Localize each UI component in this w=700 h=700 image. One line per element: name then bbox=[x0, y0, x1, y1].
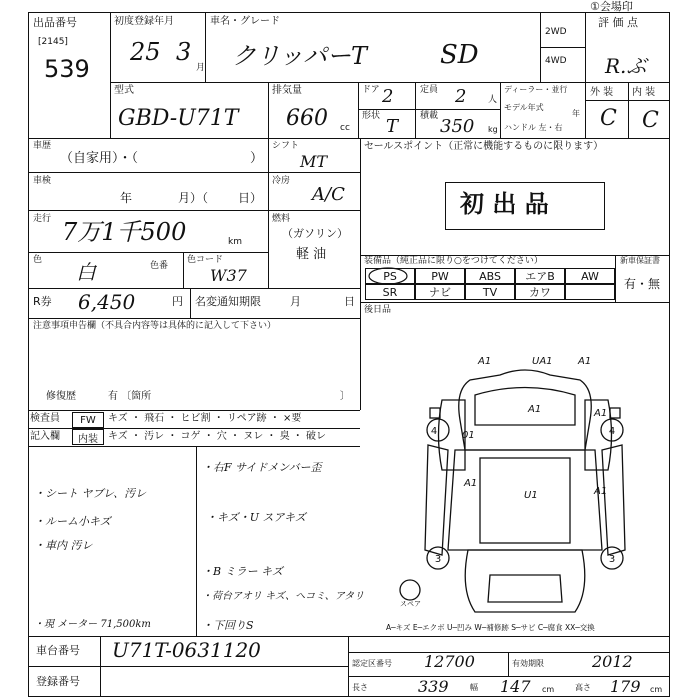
rear-label: 後日品 bbox=[364, 305, 392, 315]
notice-day: 日 bbox=[344, 295, 355, 308]
first-listing-text: 初 出 品 bbox=[460, 190, 549, 218]
lot-label: 出品番号 bbox=[33, 16, 77, 29]
inspection-label: 車検 bbox=[33, 176, 52, 186]
mark-3-rear-left-wheel: 3 bbox=[434, 554, 442, 565]
divider bbox=[358, 82, 359, 138]
width-unit: cm bbox=[542, 685, 555, 694]
shift-label: シフト bbox=[272, 141, 300, 151]
divider bbox=[28, 636, 670, 637]
ac-value: A/C bbox=[312, 184, 345, 205]
displacement-value: 660 bbox=[286, 106, 328, 131]
divider bbox=[508, 652, 509, 676]
mark-u1-bed: U1 bbox=[524, 490, 538, 501]
recycle-value: 6,450 bbox=[78, 290, 136, 314]
note-left-3: ・車内 汚レ bbox=[34, 539, 93, 552]
interior-label: 内 装 bbox=[632, 87, 656, 98]
note-left-1: ・シート ヤブレ、汚レ bbox=[34, 487, 147, 500]
equip-navi: ナビ bbox=[415, 284, 465, 300]
spare-label: スペア bbox=[400, 600, 421, 608]
shift-value: MT bbox=[300, 152, 328, 171]
usage-close: ） bbox=[250, 151, 264, 166]
inspector-row-2: キズ ・ 汚レ ・ コゲ ・ 穴 ・ ヌレ ・ 臭 ・ 破レ bbox=[108, 431, 326, 442]
note-left-2: ・ルーム小キズ bbox=[34, 515, 111, 528]
model-year-label: モデル年式 bbox=[504, 103, 544, 112]
fuel-value: （ガソリン） bbox=[282, 227, 348, 240]
divider bbox=[348, 636, 349, 697]
color-label: 色 bbox=[33, 255, 43, 265]
capacity-value: 2 bbox=[455, 86, 467, 107]
fuel-label: 燃料 bbox=[272, 214, 291, 224]
height-unit: cm bbox=[650, 685, 663, 694]
shape-value: T bbox=[386, 116, 399, 137]
equip-blank bbox=[565, 284, 615, 300]
color-number-label: 色番 bbox=[150, 261, 169, 271]
divider bbox=[268, 82, 269, 138]
usage-label: 車歴 bbox=[33, 141, 52, 151]
door-label: ドア bbox=[362, 85, 380, 95]
length-value: 339 bbox=[418, 677, 449, 696]
capacity-label: 定員 bbox=[420, 85, 439, 95]
mark-a1-right-door: A1 bbox=[594, 408, 608, 419]
color-value: 白 bbox=[76, 260, 96, 284]
repair-close: 〕 bbox=[340, 391, 350, 402]
repair-label: 修復歴 bbox=[46, 391, 76, 402]
mark-01-left: 01 bbox=[462, 430, 475, 441]
lot-sub: [2145] bbox=[38, 37, 68, 47]
shape-label: 形状 bbox=[362, 111, 381, 121]
note-right-3: ・B ミラー キズ bbox=[202, 565, 283, 578]
caution-label: 注意事項申告欄（不具合内容等は具体的に記入して下さい） bbox=[33, 321, 277, 331]
divider bbox=[360, 138, 361, 318]
mark-a1-right-bed: A1 bbox=[594, 486, 608, 497]
divider bbox=[28, 410, 360, 411]
inspector-row-1: キズ ・ 飛石 ・ ヒビ割 ・ リペア跡 ・ ×要 bbox=[108, 413, 302, 424]
car-damage-diagram bbox=[380, 350, 670, 620]
divider bbox=[358, 109, 500, 110]
load-value: 350 bbox=[440, 116, 475, 137]
inspection-day: 日） bbox=[238, 191, 263, 205]
repair-value: 有 〔箇所 bbox=[108, 391, 152, 402]
equip-pw: PW bbox=[415, 268, 465, 284]
registration-label: 登録番号 bbox=[36, 675, 80, 688]
exterior-label: 外 装 bbox=[590, 87, 614, 98]
warranty-value: 有・無 bbox=[624, 277, 661, 291]
divider bbox=[28, 252, 268, 253]
note-left-4: ・現 メーター 71,500km bbox=[34, 619, 151, 630]
handle-label: ハンドル 左・右 bbox=[504, 123, 563, 132]
divider bbox=[28, 210, 360, 211]
divider bbox=[110, 12, 111, 138]
load-label: 積載 bbox=[420, 111, 439, 121]
warranty-label: 新車保証書 bbox=[620, 256, 660, 265]
note-right-4: ・荷台アオリ キズ、ヘコミ、アタリ bbox=[202, 591, 365, 602]
reg-month: 3 bbox=[176, 38, 192, 66]
mark-3-rear-right-wheel: 3 bbox=[608, 554, 616, 565]
valid-label: 有効期限 bbox=[512, 659, 544, 668]
recycle-unit: 円 bbox=[172, 295, 183, 308]
recycle-label: R券 bbox=[33, 295, 52, 308]
ps-circle bbox=[366, 267, 412, 285]
exterior-grade: C bbox=[600, 106, 617, 131]
equipment-label: 装備品（純正品に限り○をつけてください） bbox=[364, 256, 543, 266]
color-code-value: W37 bbox=[210, 266, 247, 285]
chassis-value: U71T-0631120 bbox=[112, 638, 261, 662]
mileage-label: 走行 bbox=[33, 214, 52, 224]
inspector-label-2: 記入欄 bbox=[30, 431, 60, 442]
notice-label: 名変通知期限 bbox=[195, 295, 261, 308]
divider bbox=[28, 288, 360, 289]
mark-a1-front-left: A1 bbox=[478, 356, 492, 367]
equip-abs: ABS bbox=[465, 268, 515, 284]
mileage-value: 7万1千500 bbox=[62, 218, 187, 246]
divider bbox=[28, 138, 670, 139]
dealer-label: ディーラー・並行 bbox=[504, 85, 568, 94]
divider bbox=[190, 288, 191, 318]
dealer-code-value: 12700 bbox=[424, 652, 475, 671]
type-value: GBD-U71T bbox=[118, 106, 239, 131]
divider bbox=[110, 82, 670, 83]
inspection-year: 年 bbox=[120, 191, 133, 205]
divider bbox=[540, 47, 585, 48]
note-right-1: ・右F サイドメンバー歪 bbox=[202, 461, 322, 474]
chassis-label: 車台番号 bbox=[36, 644, 80, 657]
inspection-month: 月）（ bbox=[178, 191, 209, 205]
reg-label: 初度登録年月 bbox=[114, 16, 174, 27]
type-label: 型式 bbox=[114, 85, 134, 96]
width-value: 147 bbox=[500, 677, 531, 696]
lot-number: 539 bbox=[44, 55, 90, 83]
capacity-unit: 人 bbox=[488, 95, 498, 105]
score-value: R.ぶ bbox=[605, 54, 647, 78]
divider bbox=[360, 318, 361, 410]
height-value: 179 bbox=[610, 677, 641, 696]
color-code-label: 色コード bbox=[187, 255, 224, 265]
damage-legend: A─キズ E─エクボ U─凹み W─補修跡 S─サビ C─腐食 XX─交換 bbox=[386, 623, 595, 632]
equip-sr: SR bbox=[365, 284, 415, 300]
equip-airbag: エアB bbox=[515, 268, 565, 284]
ac-label: 冷房 bbox=[272, 176, 291, 186]
reg-month-unit: 月 bbox=[196, 63, 206, 73]
score-label: 評 価 点 bbox=[598, 16, 638, 29]
divider bbox=[28, 446, 360, 447]
displacement-label: 排気量 bbox=[272, 85, 302, 96]
model-year-unit: 年 bbox=[572, 109, 580, 118]
usage-value: （自家用）・（ bbox=[60, 151, 139, 166]
door-value: 2 bbox=[382, 86, 394, 107]
mileage-unit: km bbox=[228, 237, 242, 247]
divider bbox=[196, 446, 197, 636]
divider bbox=[28, 172, 360, 173]
reg-year: 25 bbox=[130, 38, 161, 66]
divider bbox=[183, 252, 184, 288]
mark-a1-front-right: A1 bbox=[578, 356, 592, 367]
divider bbox=[28, 666, 348, 667]
drive-2wd: 2WD bbox=[545, 27, 567, 37]
mark-4-front-left-wheel: 4 bbox=[430, 426, 438, 437]
equip-leather: カワ bbox=[515, 284, 565, 300]
displacement-unit: cc bbox=[340, 123, 350, 133]
length-label: 長さ bbox=[352, 683, 368, 692]
divider bbox=[205, 12, 206, 82]
divider bbox=[615, 255, 616, 302]
inspector-tag-interior: 内装 bbox=[72, 429, 104, 445]
fuel-value-2: 軽 油 bbox=[296, 247, 327, 262]
divider bbox=[100, 636, 101, 697]
venue-stamp-label: ①会場印 bbox=[590, 0, 633, 13]
equip-ps: PS bbox=[365, 268, 415, 284]
divider bbox=[500, 82, 501, 138]
divider bbox=[268, 138, 269, 288]
dealer-code-label: 認定区番号 bbox=[352, 659, 392, 668]
model-label: 車名・グレード bbox=[210, 16, 280, 27]
equip-aw: AW bbox=[565, 268, 615, 284]
valid-value: 2012 bbox=[592, 652, 633, 671]
inspector-tag-fw: FW bbox=[72, 412, 104, 428]
height-label: 高さ bbox=[575, 683, 591, 692]
inspector-label-1: 検査員 bbox=[30, 413, 60, 424]
model-name: クリッパーT bbox=[232, 42, 368, 70]
notice-month: 月 bbox=[290, 295, 301, 308]
divider bbox=[28, 318, 360, 319]
mark-a1-left-bed: A1 bbox=[464, 478, 478, 489]
divider bbox=[585, 12, 586, 138]
sales-point-label: セールスポイント（正常に機能するものに限ります） bbox=[364, 141, 604, 152]
mark-ua1-front: UA1 bbox=[532, 356, 553, 367]
model-grade: SD bbox=[440, 40, 479, 70]
drive-4wd: 4WD bbox=[545, 56, 567, 66]
mark-a1-hood: A1 bbox=[528, 404, 542, 415]
load-unit: kg bbox=[488, 125, 498, 134]
width-label: 幅 bbox=[470, 683, 478, 692]
note-right-5: ・下回りS bbox=[202, 619, 254, 632]
equip-tv: TV bbox=[465, 284, 515, 300]
interior-grade: C bbox=[642, 108, 659, 133]
note-right-2: ・キズ・U スアキズ bbox=[206, 511, 306, 524]
divider bbox=[628, 82, 629, 138]
divider bbox=[360, 302, 670, 303]
divider bbox=[415, 82, 416, 138]
mark-4-front-right-wheel: 4 bbox=[608, 426, 616, 437]
